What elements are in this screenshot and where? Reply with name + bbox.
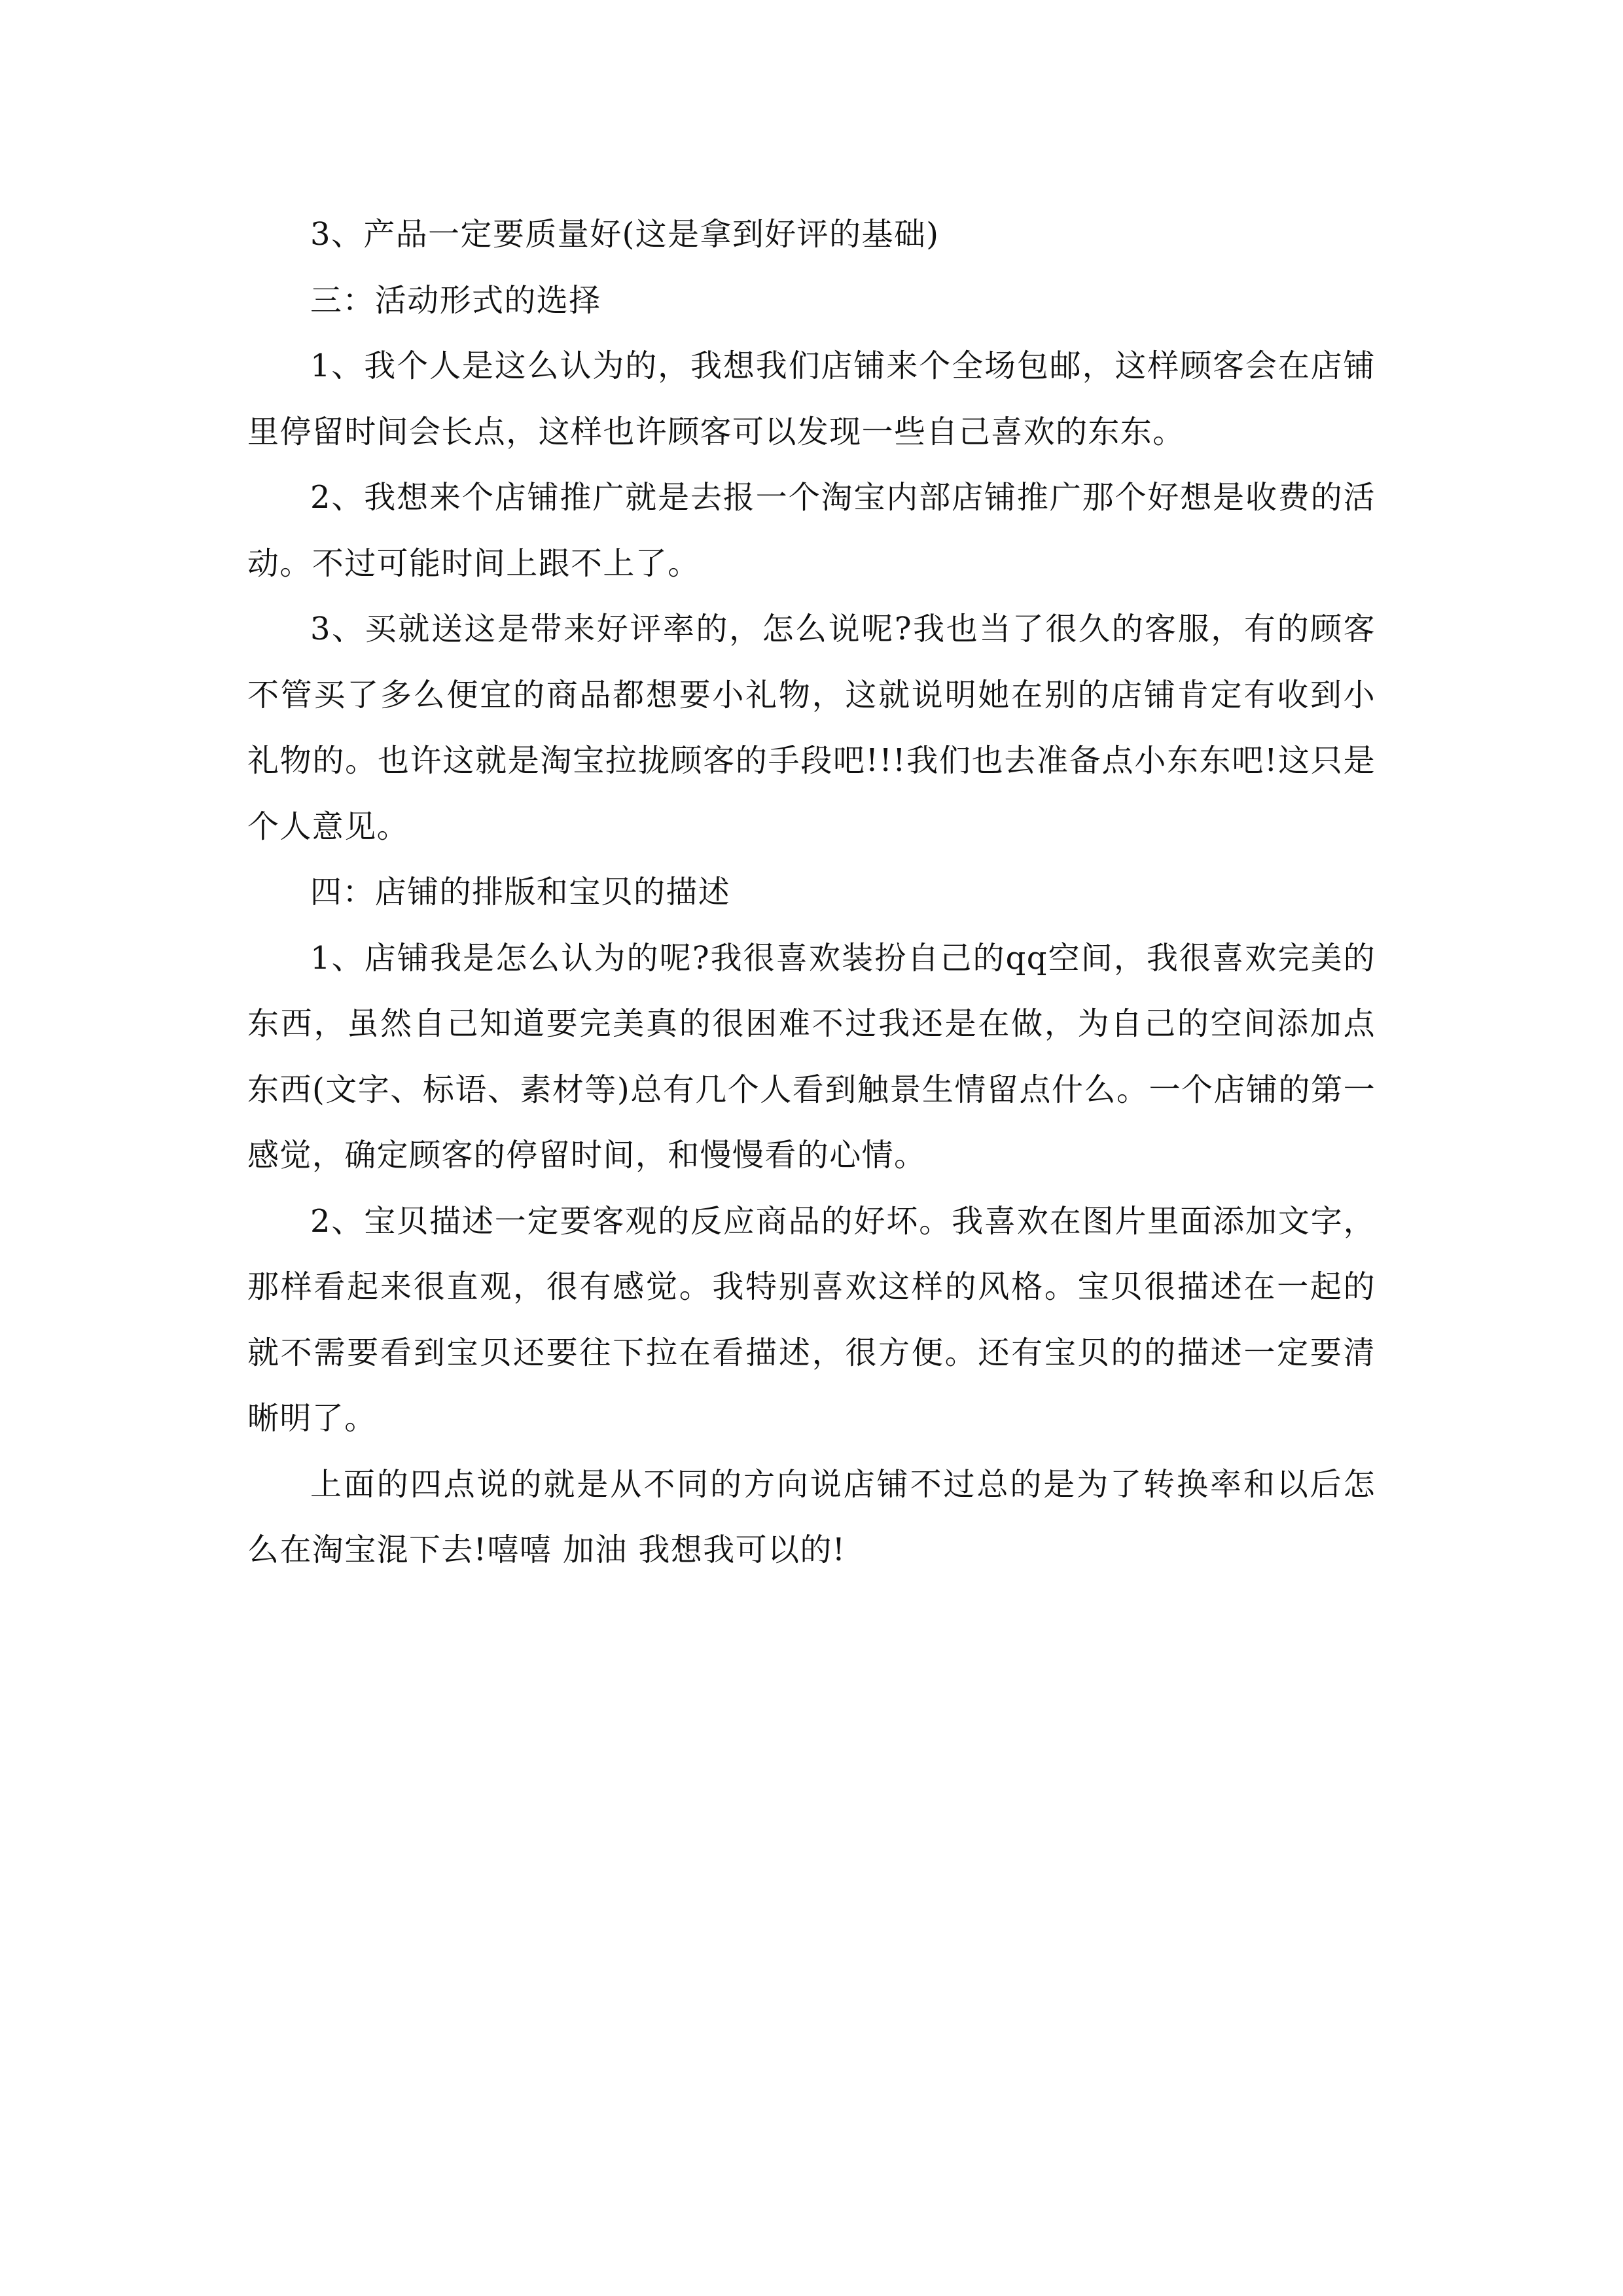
- heading-layout-description: 四：店铺的排版和宝贝的描述: [310, 874, 731, 910]
- paragraph-item-description: 2、宝贝描述一定要客观的反应商品的好坏。我喜欢在图片里面添加文字，那样看起来很直观，很有感觉。我特别喜欢这样的风格。宝贝很描述在一起的就不需要看到宝贝还要往下拉在看描述，很方便。还有宝贝的的描述一定要清晰明了。: [247, 1202, 1376, 1437]
- heading-activity-form: 三：活动形式的选择: [310, 281, 601, 319]
- paragraph-shop-promotion: 2、我想来个店铺推广就是去报一个淘宝内部店铺推广那个好想是收费的活动。不过可能时间上跟不上了。: [247, 479, 1376, 582]
- document-body: [247, 202, 1376, 1583]
- paragraph-shop-layout: 1、店铺我是怎么认为的呢?我很喜欢装扮自己的qq空间，我很喜欢完美的东西，虽然自己知道要完美真的很困难不过我还是在做，为自己的空间添加点东西(文字、标语、素材等)总有几个人看到触景生情留点什么。一个店铺的第一感觉，确定顾客的停留时间，和慢慢看的心情。: [247, 939, 1376, 1174]
- paragraph-product-quality: 3、产品一定要质量好(这是拿到好评的基础): [310, 216, 940, 253]
- paragraph-buy-gift: 3、买就送这是带来好评率的，怎么说呢?我也当了很久的客服，有的顾客不管买了多么便宜的商品都想要小礼物，这就说明她在别的店铺肯定有收到小礼物的。也许这就是淘宝拉拢顾客的手段吧!!!我们也去准备点小东东吧!这只是个人意见。: [247, 611, 1376, 845]
- paragraph-summary: 上面的四点说的就是从不同的方向说店铺不过总的是为了转换率和以后怎么在淘宝混下去!嘻嘻 加油 我想我可以的!: [247, 1465, 1376, 1568]
- paragraph-free-shipping: 1、我个人是这么认为的，我想我们店铺来个全场包邮，这样顾客会在店铺里停留时间会长点，这样也许顾客可以发现一些自己喜欢的东东。: [247, 348, 1376, 450]
